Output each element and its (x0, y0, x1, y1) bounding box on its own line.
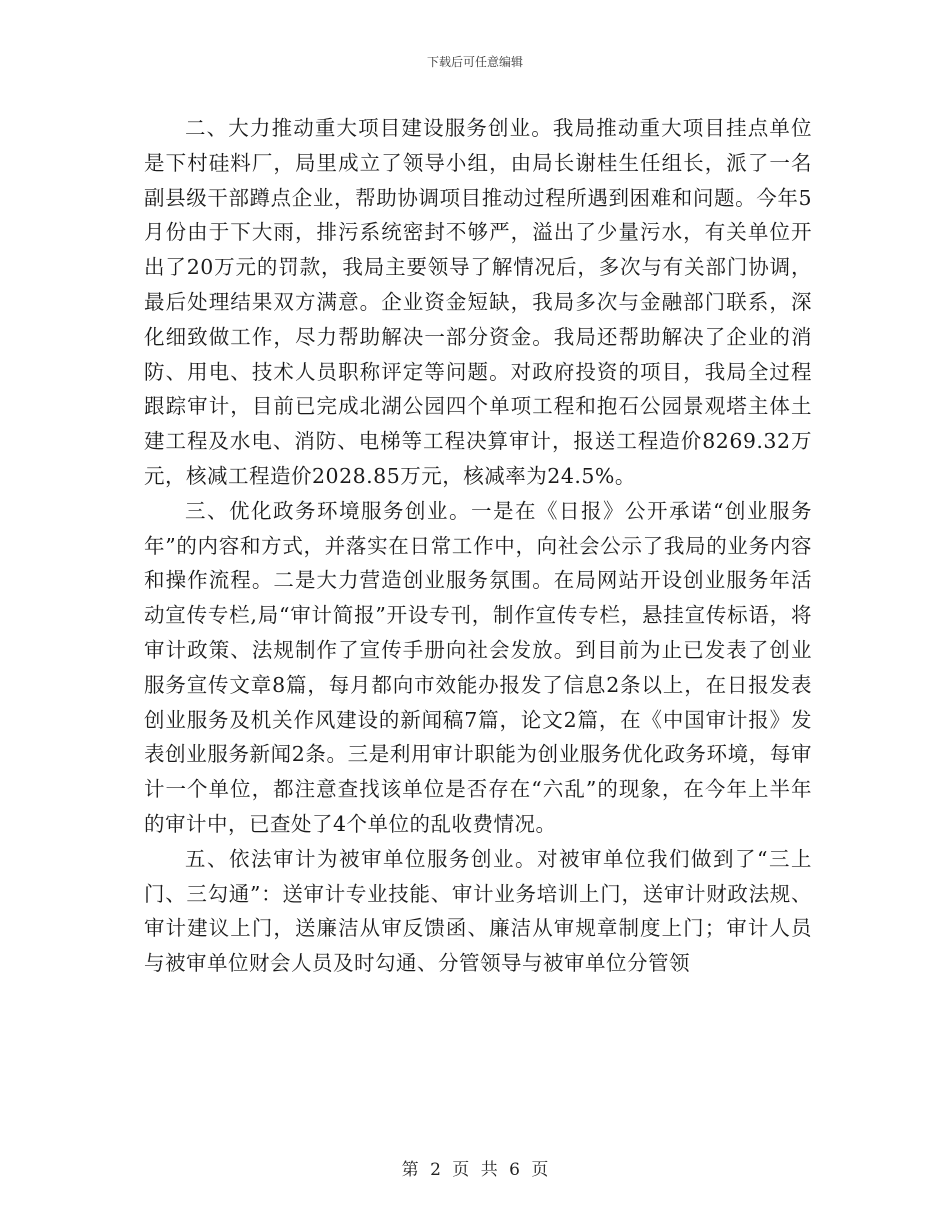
page-footer: 第 2 页 共 6 页 (401, 1160, 549, 1180)
paragraph-government-environment: 三、优化政务环境服务创业。一是在《日报》公开承诺“创业服务年”的内容和方式，并落实在日常工作中，向社会公示了我局的业务内容和操作流程。二是大力营造创业服务氛围。在局网站开设创业服务年活动宣传专栏,局“审计简报”开设专刊，制作宣传专栏，悬挂宣传标语，将审计政策、法规制作了宣传手册向社会发放。到目前为止已发表了创业服务宣传文章8篇，每月都向市效能办报发了信息2条以上，在日报发表创业服务及机关作风建设的新闻稿7篇，论文2篇，在《中国审计报》发表创业服务新闻2条。三是利用审计职能为创业服务优化政务环境，每审计一个单位，都注意查找该单位是否存在“六乱”的现象，在今年上半年的审计中，已查处了4个单位的乱收费情况。 (144, 498, 812, 836)
page-header: 下载后可任意编辑 (426, 55, 523, 69)
paragraph-major-projects: 二、大力推动重大项目建设服务创业。我局推动重大项目挂点单位是下村硅料厂，局里成立了领导小组，由局长谢桂生任组长，派了一名副县级干部蹲点企业，帮助协调项目推动过程所遇到困难和问题。今年5月份由于下大雨，排污系统密封不够严，溢出了少量污水，有关单位开出了20万元的罚款，我局主要领导了解情况后，多次与有关部门协调，最后处理结果双方满意。企业资金短缺，我局多次与金融部门联系，深化细致做工作，尽力帮助解决一部分资金。我局还帮助解决了企业的消防、用电、技术人员职称评定等问题。对政府投资的项目，我局全过程跟踪审计，目前已完成北湖公园四个单项工程和抱石公园景观塔主体土建工程及水电、消防、电梯等工程决算审计，报送工程造价8269.32万元，核减工程造价2028.85万元，核减率为24.5%。 (144, 116, 812, 488)
paragraph-lawful-audit: 五、依法审计为被审单位服务创业。对被审单位我们做到了“三上门、三勾通”：送审计专业技能、审计业务培训上门，送审计财政法规、审计建议上门，送廉洁从审反馈函、廉洁从审规章制度上门；审计人员与被审单位财会人员及时勾通、分管领导与被审单位分管领 (144, 846, 812, 976)
document-body (144, 111, 812, 981)
